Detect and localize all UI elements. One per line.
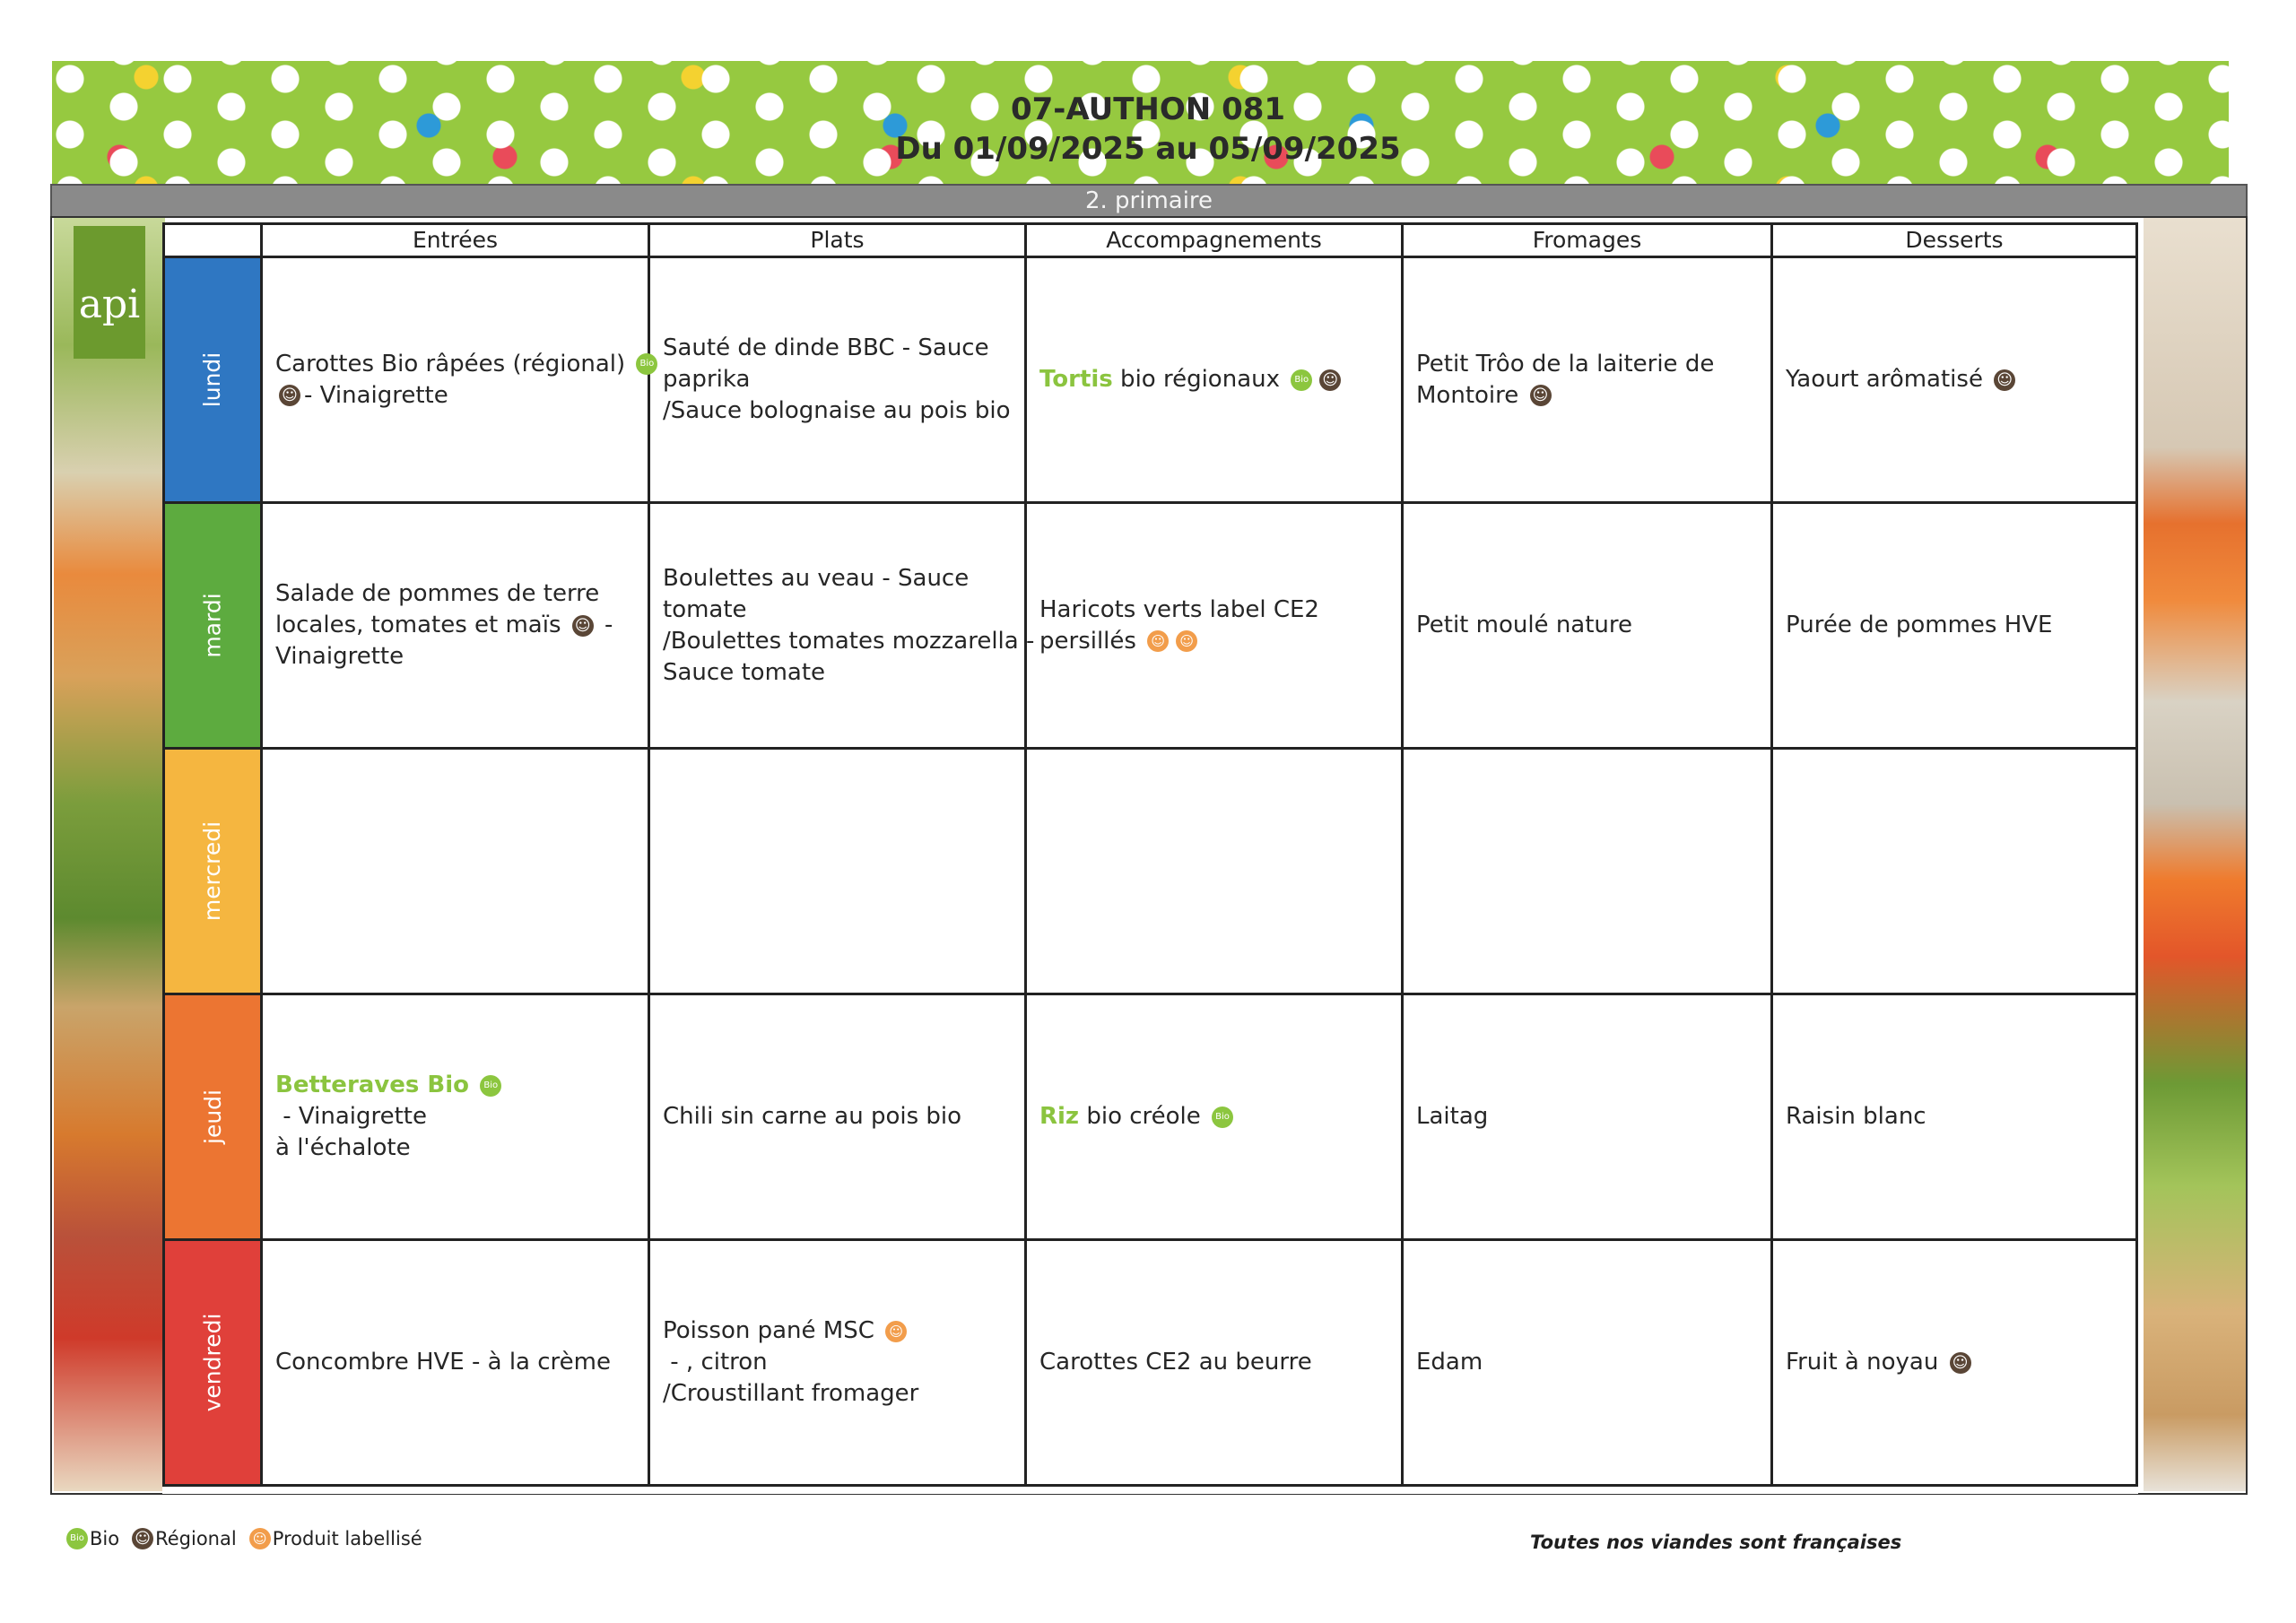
dish-text: /Sauce bolognaise au pois bio bbox=[663, 397, 1011, 424]
dish-line bbox=[663, 1378, 1012, 1410]
regional-icon: ☺ bbox=[1950, 1352, 1971, 1374]
dish-line bbox=[663, 395, 1012, 427]
dish-text: Petit Trôo de la laiterie de bbox=[1416, 350, 1715, 378]
dish-line bbox=[1039, 1101, 1388, 1133]
day-label-mardi bbox=[162, 504, 263, 750]
bio-icon: Bio bbox=[1212, 1107, 1233, 1128]
dish-line bbox=[663, 657, 1012, 689]
day-name: lundi bbox=[199, 352, 226, 408]
dish-text: Edam bbox=[1416, 1349, 1483, 1376]
dish-text: Laitag bbox=[1416, 1103, 1489, 1130]
dish-cell-mardi-plats bbox=[650, 504, 1035, 750]
dish-text: /Boulettes tomates mozzarella - bbox=[663, 627, 1035, 655]
dish-cell-lundi-fromages bbox=[1404, 258, 1773, 504]
dish-text: - Vinaigrette bbox=[304, 381, 448, 409]
dish-text: paprika bbox=[663, 366, 751, 393]
dish-line bbox=[1786, 1101, 2123, 1133]
dish-cell-jeudi-desserts bbox=[1773, 995, 2138, 1241]
dish-cell-vendredi-desserts bbox=[1773, 1241, 2138, 1487]
dish-line bbox=[1786, 364, 2123, 395]
dish-line bbox=[1416, 1347, 1758, 1378]
highlighted-dish-text: Betteraves Bio bbox=[275, 1072, 470, 1098]
footnote: Toutes nos viandes sont françaises bbox=[1530, 1532, 1902, 1553]
day-name: mercredi bbox=[199, 820, 226, 922]
column-header-desserts: Desserts bbox=[1773, 222, 2138, 258]
dish-text: Montoire bbox=[1416, 381, 1526, 409]
day-label-vendredi bbox=[162, 1241, 263, 1487]
dish-line bbox=[1039, 626, 1388, 657]
dish-line bbox=[1416, 610, 1758, 641]
label-icon: ☺ bbox=[885, 1321, 907, 1342]
day-label-lundi bbox=[162, 258, 263, 504]
dish-text: - , citron bbox=[663, 1349, 768, 1376]
dish-line bbox=[275, 349, 655, 380]
dish-text: Purée de pommes HVE bbox=[1786, 612, 2053, 638]
dish-line bbox=[275, 641, 635, 673]
dish-text: Haricots verts label CE2 bbox=[1039, 595, 1319, 623]
regional-icon: ☺ bbox=[572, 615, 594, 637]
dish-cell-jeudi-fromages bbox=[1404, 995, 1773, 1241]
right-decoration-image bbox=[2144, 218, 2246, 1491]
dish-text: persillés bbox=[1039, 627, 1144, 655]
dish-line bbox=[1416, 380, 1758, 412]
bio-icon: Bio bbox=[66, 1528, 88, 1549]
dish-line bbox=[1416, 1101, 1758, 1133]
dish-line bbox=[663, 1101, 1012, 1133]
dish-line bbox=[275, 1070, 635, 1133]
dish-text: Carottes Bio râpées (régional) bbox=[275, 350, 633, 378]
dish-text: Vinaigrette bbox=[275, 643, 404, 670]
grid-corner bbox=[162, 222, 263, 258]
legend-bio-label: Bio bbox=[90, 1528, 120, 1549]
day-name: jeudi bbox=[199, 1089, 226, 1144]
dish-text: Carottes CE2 au beurre bbox=[1039, 1349, 1312, 1376]
dish-cell-vendredi-plats bbox=[650, 1241, 1027, 1487]
dish-line bbox=[275, 1133, 635, 1164]
dish-line bbox=[663, 626, 1035, 657]
dish-line bbox=[663, 1315, 1012, 1378]
dish-cell-mardi-desserts bbox=[1773, 504, 2138, 750]
day-name: mardi bbox=[199, 593, 226, 658]
dish-cell-jeudi-accompagnements bbox=[1027, 995, 1404, 1241]
dish-cell-mercredi-accompagnements bbox=[1027, 750, 1404, 995]
left-decoration-image bbox=[54, 218, 165, 1491]
label-icon: ☺ bbox=[1147, 630, 1169, 652]
level-bar: 2. primaire bbox=[50, 184, 2248, 218]
dish-cell-mardi-fromages bbox=[1404, 504, 1773, 750]
dish-cell-vendredi-fromages bbox=[1404, 1241, 1773, 1487]
dish-cell-mercredi-desserts bbox=[1773, 750, 2138, 995]
highlighted-dish-text: Riz bbox=[1039, 1103, 1080, 1130]
dish-text: Yaourt arômatisé bbox=[1786, 366, 1991, 393]
dish-line bbox=[275, 380, 635, 412]
dish-line bbox=[663, 364, 1012, 395]
dish-text: /Croustillant fromager bbox=[663, 1380, 919, 1407]
dish-text: à l'échalote bbox=[275, 1134, 411, 1161]
dish-text: - bbox=[596, 612, 613, 638]
dish-cell-lundi-desserts bbox=[1773, 258, 2138, 504]
dish-cell-vendredi-accompagnements bbox=[1027, 1241, 1404, 1487]
dish-text: Salade de pommes de terre bbox=[275, 580, 600, 607]
day-label-mercredi bbox=[162, 750, 263, 995]
day-name: vendredi bbox=[199, 1313, 226, 1412]
regional-icon: ☺ bbox=[1319, 369, 1341, 391]
dish-line bbox=[1039, 364, 1388, 395]
dish-text bbox=[469, 1072, 476, 1098]
dish-text: Poisson pané MSC bbox=[663, 1317, 883, 1344]
label-icon: ☺ bbox=[249, 1528, 271, 1549]
regional-icon: ☺ bbox=[1994, 369, 2015, 391]
bio-icon: Bio bbox=[1291, 369, 1312, 391]
dish-line bbox=[1039, 595, 1388, 626]
dish-cell-lundi-accompagnements bbox=[1027, 258, 1404, 504]
dish-text: Sauté de dinde BBC - Sauce bbox=[663, 334, 989, 361]
dish-line bbox=[275, 1347, 635, 1378]
dish-line bbox=[663, 563, 1012, 595]
dish-cell-jeudi-entrees bbox=[263, 995, 650, 1241]
regional-icon: ☺ bbox=[279, 385, 300, 406]
regional-icon: ☺ bbox=[132, 1528, 153, 1549]
dish-line bbox=[1039, 1347, 1388, 1378]
dish-text: bio régionaux bbox=[1112, 366, 1288, 393]
title-block bbox=[0, 90, 2296, 169]
column-header-accompagnements: Accompagnements bbox=[1027, 222, 1404, 258]
dish-cell-mardi-accompagnements bbox=[1027, 504, 1404, 750]
dish-line bbox=[1786, 610, 2123, 641]
dish-text: - Vinaigrette bbox=[275, 1103, 427, 1130]
menu-grid bbox=[162, 222, 2138, 1494]
dish-line bbox=[1416, 349, 1758, 380]
dish-cell-mercredi-entrees bbox=[263, 750, 650, 995]
dish-text: tomate bbox=[663, 595, 747, 623]
dish-text: locales, tomates et maïs bbox=[275, 612, 569, 638]
dish-line bbox=[663, 333, 1012, 364]
dish-cell-jeudi-plats bbox=[650, 995, 1027, 1241]
column-header-entrees: Entrées bbox=[263, 222, 650, 258]
dish-line bbox=[663, 595, 1012, 626]
day-label-jeudi bbox=[162, 995, 263, 1241]
bio-icon: Bio bbox=[636, 353, 657, 375]
dish-text: Fruit à noyau bbox=[1786, 1349, 1946, 1376]
api-logo: api bbox=[74, 226, 145, 359]
dish-cell-lundi-entrees bbox=[263, 258, 655, 504]
dish-text: Sauce tomate bbox=[663, 658, 826, 686]
column-header-plats: Plats bbox=[650, 222, 1027, 258]
dish-cell-vendredi-entrees bbox=[263, 1241, 650, 1487]
dish-cell-mercredi-plats bbox=[650, 750, 1027, 995]
dish-text: bio créole bbox=[1079, 1103, 1209, 1130]
dish-line bbox=[275, 578, 635, 610]
dish-text: Raisin blanc bbox=[1786, 1103, 1926, 1130]
highlighted-dish-text: Tortis bbox=[1039, 366, 1113, 393]
regional-icon: ☺ bbox=[1530, 385, 1552, 406]
dish-cell-mercredi-fromages bbox=[1404, 750, 1773, 995]
bio-icon: Bio bbox=[480, 1075, 501, 1097]
label-icon: ☺ bbox=[1176, 630, 1197, 652]
dish-line bbox=[1786, 1347, 2123, 1378]
dish-line bbox=[275, 610, 635, 641]
legend-label-label: Produit labellisé bbox=[272, 1528, 422, 1549]
menu-title: 07-AUTHON 081 bbox=[1010, 91, 1286, 127]
dish-text: Boulettes au veau - Sauce bbox=[663, 564, 970, 592]
dish-cell-lundi-plats bbox=[650, 258, 1027, 504]
legend bbox=[66, 1528, 435, 1549]
dish-text: Concombre HVE - à la crème bbox=[275, 1349, 611, 1376]
date-range: Du 01/09/2025 au 05/09/2025 bbox=[895, 131, 1401, 167]
dish-text: Chili sin carne au pois bio bbox=[663, 1103, 962, 1130]
column-header-fromages: Fromages bbox=[1404, 222, 1773, 258]
dish-text: Petit moulé nature bbox=[1416, 612, 1633, 638]
dish-cell-mardi-entrees bbox=[263, 504, 650, 750]
legend-regional-label: Régional bbox=[155, 1528, 237, 1549]
